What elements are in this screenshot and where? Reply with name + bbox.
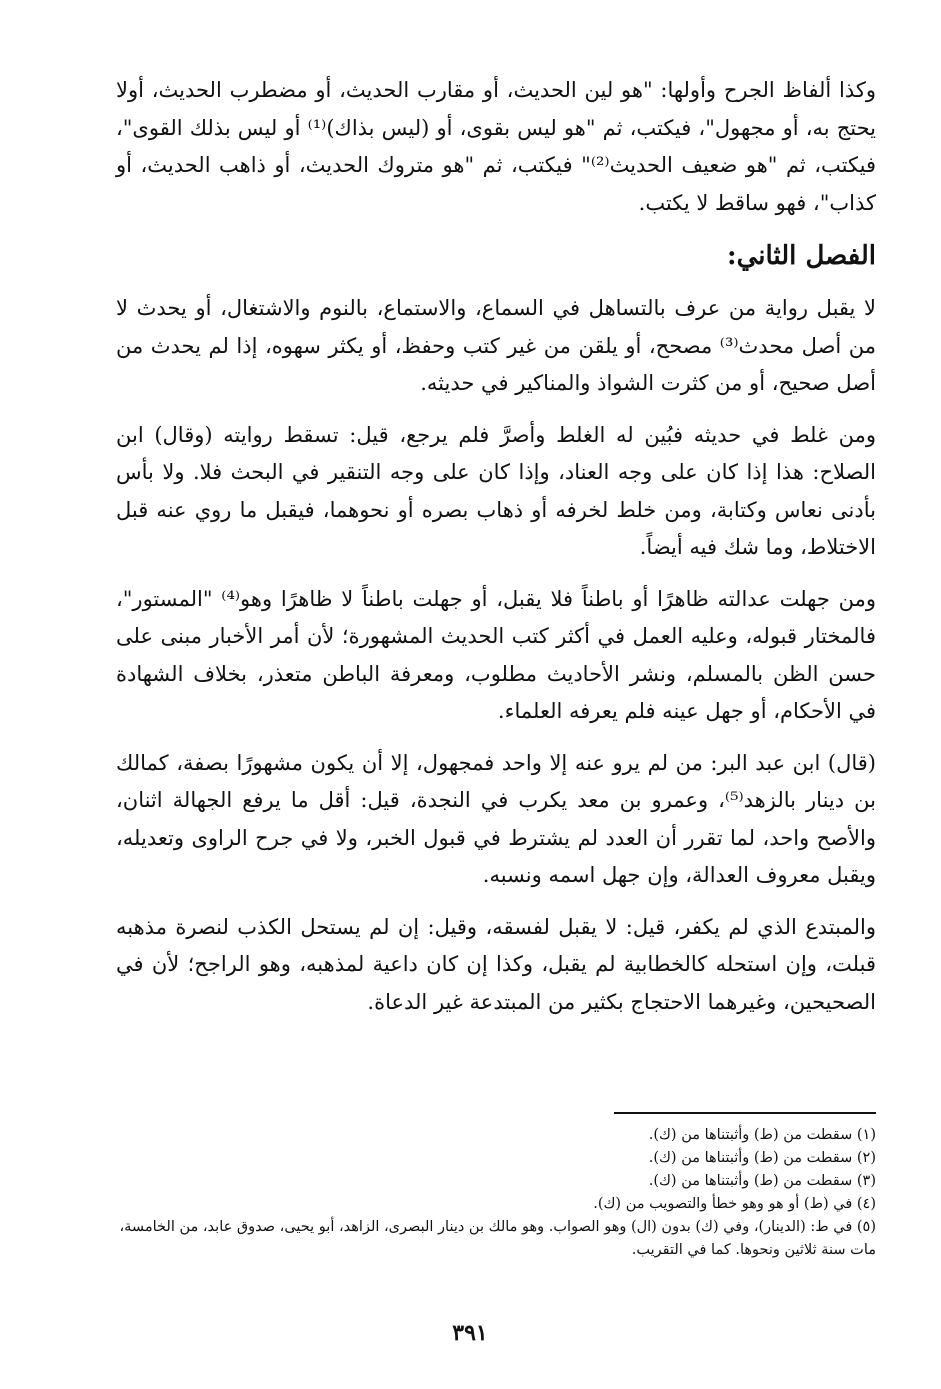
footnotes <box>116 1112 876 1262</box>
paragraph-4: (قال) ابن عبد البر: من لم يرو عنه إلا واحد فمجهول، إلا أن يكون مشهورًا بصفة، كمالك بن دينار بالزهد⁽⁵⁾، وعمرو بن معد يكرب في النجدة، قيل: أقل ما يرفع الجهالة اثنان، والأصح واحد، لما تقرر أن العدد لم يشترط في قبول الخبر، ولا في جرح الراوى وتعديله، ويقبل معروف العدالة، وإن جهل اسمه ونسبه. <box>116 750 876 887</box>
footnote-3: (٣) سقطت من (ط) وأثبتناها من (ك). <box>648 1173 876 1189</box>
footnote-2: (٢) سقطت من (ط) وأثبتناها من (ك). <box>648 1150 876 1166</box>
footnote-1: (١) سقطت من (ط) وأثبتناها من (ك). <box>648 1127 876 1143</box>
page-number: ٣٩١ <box>452 1320 488 1346</box>
section-heading: الفصل الثاني: <box>726 241 876 271</box>
paragraph-jarh-terms: وكذا ألفاظ الجرح وأولها: "هو لين الحديث، أو مقارب الحديث، أو مضطرب الحديث، أولا يحتج به، أو مجهول"، فيكتب، ثم "هو ليس بقوى، أو (ليس بذاك)⁽¹⁾ أو ليس بذلك القوى"، فيكتب، ثم "هو ضعيف الحديث⁽²⁾" فيكتب، ثم "هو متروك الحديث، أو ذاهب الحديث، أو كذاب"، فهو ساقط لا يكتب. <box>116 78 877 215</box>
footnote-4: (٤) في (ط) أو هو وهو خطأ والتصويب من (ك). <box>593 1196 876 1212</box>
paragraph-5: والمبتدع الذي لم يكفر، قيل: لا يقبل لفسقه، وقيل: إن لم يستحل الكذب لنصرة مذهبه قبلت، وإن استحله كالخطابية لم يقبل، وكذا إن كان داعية لمذهبه، وهو الراجح؛ لأن في الصحيحين، وغيرهما الاحتجاج بكثير من المبتدعة غير الدعاة. <box>116 914 876 1014</box>
paragraph-3: ومن جهلت عدالته ظاهرًا أو باطناً فلا يقبل، أو جهلت باطناً لا ظاهرًا وهو⁽⁴⁾ "المستور"، فالمختار قبوله، وعليه العمل في أكثر كتب الحديث المشهورة؛ لأن أمر الأخبار مبنى على حسن الظن بالمسلم، ونشر الأحاديث مطلوب، ومعرفة الباطن متعذر، بخلاف الشهادة في الأحكام، أو جهل عينه فلم يعرفه العلماء. <box>116 586 876 723</box>
paragraph-2: ومن غلط في حديثه فبُين له الغلط وأصرَّ فلم يرجع، قيل: تسقط روايته (وقال) ابن الصلاح: هذا إذا كان على وجه العناد، وإذا كان على وجه التنقير في البحث فلا. ولا بأس بأدنى نعاس وكتابة، ومن خلط لخرفه أو ذهاب بصره أو نحوهما، فيقبل ما روي عنه قبل الاختلاط، وما شك فيه أيضاً. <box>116 422 876 559</box>
main-text <box>116 72 876 1035</box>
paragraph-1: لا يقبل رواية من عرف بالتساهل في السماع، والاستماع، بالنوم والاشتغال، أو يحدث لا من أصل محدث⁽³⁾ مصحح، أو يلقن من غير كتب وحفظ، أو يكثر سهوه، إذا لم يحدث من أصل صحيح، أو من كثرت الشواذ والمناكير في حديثه. <box>116 296 876 395</box>
footnote-divider <box>614 1112 876 1114</box>
footnote-5: (٥) في ط: (الدينار)، وفي (ك) بدون (ال) وهو الصواب. وهو مالك بن دينار البصرى، الزاهد، أبو يحيى، صدوق عابد، من الخامسة، مات سنة ثلاثين ونحوها. كما في التقريب. <box>119 1219 876 1258</box>
